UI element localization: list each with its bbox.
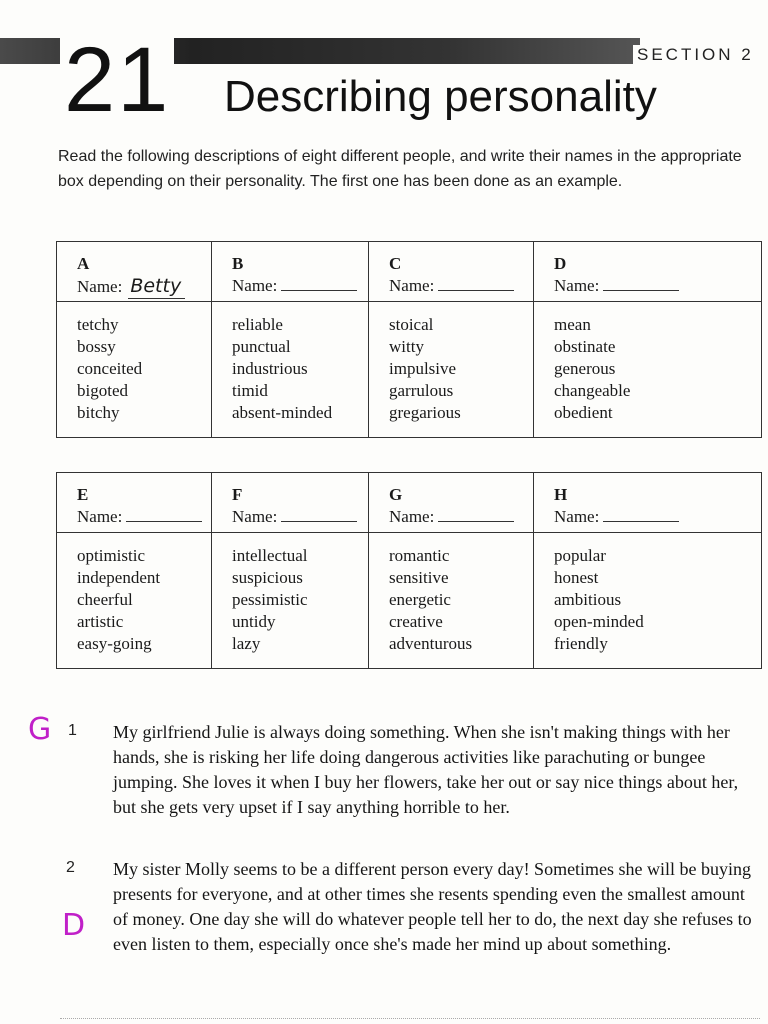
instructions: Read the following descriptions of eight different people, and write their names in the appropriate box depending on their personality. The first one has been done as an example. (58, 148, 742, 190)
name-field-f[interactable] (281, 507, 357, 522)
word: witty (389, 337, 424, 356)
word: adventurous (389, 634, 473, 653)
word: artistic (77, 612, 124, 631)
word: absent-minded (232, 403, 333, 422)
box-d-words (534, 302, 762, 438)
word: romantic (389, 546, 450, 565)
word: bitchy (77, 403, 120, 422)
box-c-header (369, 242, 534, 302)
personality-table-top (56, 241, 762, 438)
item-number-1: 1 (68, 722, 77, 739)
word: tetchy (77, 315, 119, 334)
section-label: SECTION 2 (633, 45, 754, 65)
scan-edge (60, 1018, 760, 1021)
word: energetic (389, 590, 451, 609)
word: changeable (554, 381, 631, 400)
word: industrious (232, 359, 308, 378)
item-text-2: My sister Molly seems to be a different person every day! Sometimes she will be buying presents for everyone, and at other times she resents spending even the smallest amount of money. One day she will do whatever people tell her to do, the next day she refuses to even listen to them, especially once she's made her mind up about something. (113, 859, 752, 954)
word: impulsive (389, 359, 457, 378)
word: stoical (389, 315, 434, 334)
word: obstinate (554, 337, 616, 356)
name-field-c[interactable] (438, 276, 514, 291)
box-b-words (212, 302, 369, 438)
box-letter: A (77, 254, 90, 273)
word: sensitive (389, 568, 449, 587)
handwritten-answer-2: D (62, 908, 86, 943)
box-letter: F (232, 485, 243, 504)
word: generous (554, 359, 616, 378)
box-e-words (57, 533, 212, 669)
unit-number: 21 (60, 30, 174, 130)
word: suspicious (232, 568, 303, 587)
word: bigoted (77, 381, 128, 400)
box-g-words (369, 533, 534, 669)
name-field-b[interactable] (281, 276, 357, 291)
word: cheerful (77, 590, 133, 609)
word: honest (554, 568, 599, 587)
box-letter: G (389, 485, 403, 504)
box-letter: B (232, 254, 244, 273)
name-label: Name: (232, 276, 278, 295)
box-f-header (212, 473, 369, 533)
word: ambitious (554, 590, 622, 609)
name-label: Name: (77, 277, 123, 296)
name-field-d[interactable] (603, 276, 679, 291)
box-f-words (212, 533, 369, 669)
word: pessimistic (232, 590, 308, 609)
word: popular (554, 546, 606, 565)
box-b-header (212, 242, 369, 302)
word: garrulous (389, 381, 454, 400)
name-field-g[interactable] (438, 507, 514, 522)
name-label: Name: (554, 276, 600, 295)
word: creative (389, 612, 443, 631)
word: friendly (554, 634, 608, 653)
word: intellectual (232, 546, 308, 565)
box-letter: C (389, 254, 402, 273)
item-text-1: My girlfriend Julie is always doing something. When she isn't making things with her hands, she is risking her life doing dangerous activities like parachuting or bungee jumping. She loves it when I buy her flowers, take her out or say nice things about her, but she gets very upset if I say anything horrible to her. (113, 722, 739, 817)
handwritten-answer-1: G (28, 712, 52, 747)
word: gregarious (389, 403, 461, 422)
name-field-e[interactable] (126, 507, 202, 522)
box-c-words (369, 302, 534, 438)
word: mean (554, 315, 591, 334)
box-a-words (57, 302, 212, 438)
name-label: Name: (77, 507, 123, 526)
word: conceited (77, 359, 143, 378)
name-label: Name: (232, 507, 278, 526)
box-letter: D (554, 254, 567, 273)
word: obedient (554, 403, 613, 422)
page-title: Describing personality (224, 72, 657, 121)
word: independent (77, 568, 161, 587)
word: punctual (232, 337, 291, 356)
personality-table-bottom (56, 472, 762, 669)
word: optimistic (77, 546, 145, 565)
box-d-header (534, 242, 762, 302)
word: bossy (77, 337, 116, 356)
box-g-header (369, 473, 534, 533)
word: open-minded (554, 612, 644, 631)
name-field-h[interactable] (603, 507, 679, 522)
box-h-header (534, 473, 762, 533)
name-label: Name: (389, 507, 435, 526)
word: easy-going (77, 634, 152, 653)
box-e-header (57, 473, 212, 533)
word: lazy (232, 634, 261, 653)
word: reliable (232, 315, 283, 334)
name-label: Name: (389, 276, 435, 295)
item-number-2: 2 (66, 859, 75, 876)
box-letter: E (77, 485, 89, 504)
name-label: Name: (554, 507, 600, 526)
word: untidy (232, 612, 276, 631)
word: timid (232, 381, 268, 400)
box-letter: H (554, 485, 568, 504)
name-field-a[interactable]: Betty (128, 274, 185, 299)
box-a-header (57, 242, 212, 302)
box-h-words (534, 533, 762, 669)
